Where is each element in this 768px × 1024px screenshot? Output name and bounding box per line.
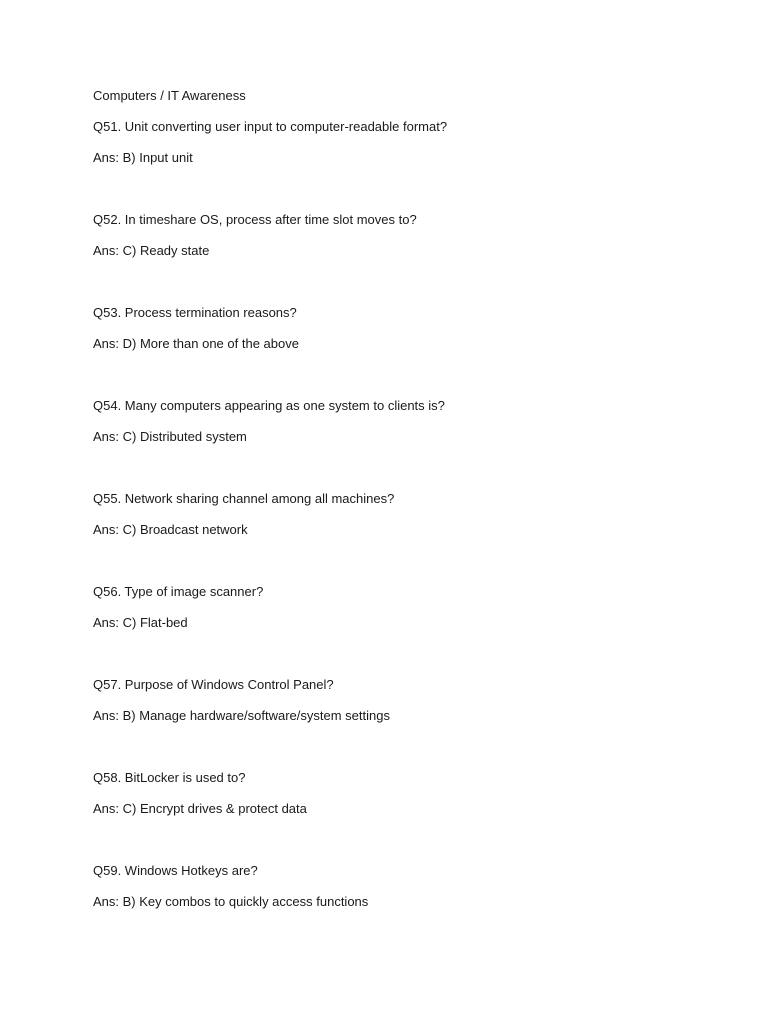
qa-item-52 bbox=[93, 211, 693, 259]
question-text: Q51. Unit converting user input to computer-readable format? bbox=[93, 119, 448, 134]
answer-text: Ans: B) Key combos to quickly access functions bbox=[93, 894, 369, 909]
qa-item-55 bbox=[93, 490, 693, 538]
question-text: Q55. Network sharing channel among all machines? bbox=[93, 491, 395, 506]
question-text: Q52. In timeshare OS, process after time slot moves to? bbox=[93, 212, 417, 227]
answer-text: Ans: C) Distributed system bbox=[93, 429, 247, 444]
answer-text: Ans: C) Flat-bed bbox=[93, 615, 188, 630]
question-text: Q59. Windows Hotkeys are? bbox=[93, 863, 258, 878]
answer-text: Ans: B) Manage hardware/software/system settings bbox=[93, 708, 390, 723]
qa-item-58 bbox=[93, 769, 693, 817]
answer-text: Ans: C) Ready state bbox=[93, 243, 210, 258]
answer-text: Ans: D) More than one of the above bbox=[93, 336, 299, 351]
qa-item-56 bbox=[93, 583, 693, 631]
question-text: Q56. Type of image scanner? bbox=[93, 584, 264, 599]
qa-item-54 bbox=[93, 397, 693, 445]
section-heading: Computers / IT Awareness bbox=[93, 88, 246, 103]
qa-item-59 bbox=[93, 862, 693, 910]
question-text: Q58. BitLocker is used to? bbox=[93, 770, 246, 785]
answer-text: Ans: C) Broadcast network bbox=[93, 522, 248, 537]
qa-item-51 bbox=[93, 118, 693, 166]
question-text: Q57. Purpose of Windows Control Panel? bbox=[93, 677, 334, 692]
qa-item-57 bbox=[93, 676, 693, 724]
answer-text: Ans: C) Encrypt drives & protect data bbox=[93, 801, 307, 816]
answer-text: Ans: B) Input unit bbox=[93, 150, 193, 165]
document-body bbox=[93, 87, 693, 910]
question-text: Q54. Many computers appearing as one system to clients is? bbox=[93, 398, 445, 413]
question-text: Q53. Process termination reasons? bbox=[93, 305, 297, 320]
qa-item-53 bbox=[93, 304, 693, 352]
